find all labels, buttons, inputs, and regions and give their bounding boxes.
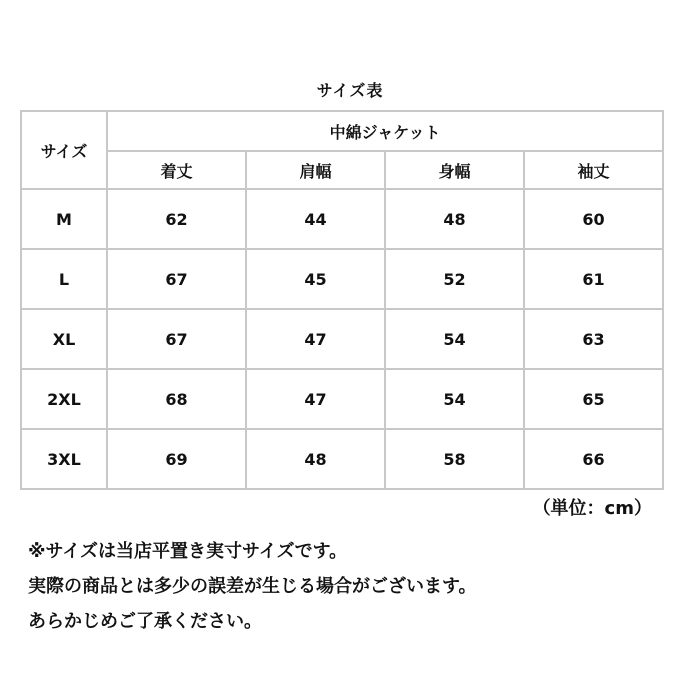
note-line: 実際の商品とは多少の誤差が生じる場合がございます。 xyxy=(28,576,477,597)
size-table xyxy=(20,110,664,490)
table-cell: 69 xyxy=(107,429,246,489)
table-cell: 61 xyxy=(524,249,663,309)
table-row xyxy=(21,369,663,429)
note-line: あらかじめご了承ください。 xyxy=(28,611,262,632)
column-header-shoulder: 肩幅 xyxy=(246,151,385,189)
column-header-sleeve: 袖丈 xyxy=(524,151,663,189)
table-cell: 67 xyxy=(107,309,246,369)
table-cell: 52 xyxy=(385,249,524,309)
table-cell: 48 xyxy=(246,429,385,489)
table-cell: 67 xyxy=(107,249,246,309)
unit-note: （単位：cm） xyxy=(532,498,652,519)
table-row xyxy=(21,189,663,249)
size-label: XL xyxy=(21,309,107,369)
table-cell: 60 xyxy=(524,189,663,249)
table-cell: 48 xyxy=(385,189,524,249)
table-cell: 68 xyxy=(107,369,246,429)
table-cell: 47 xyxy=(246,309,385,369)
size-label: L xyxy=(21,249,107,309)
column-header-length: 着丈 xyxy=(107,151,246,189)
table-row xyxy=(21,309,663,369)
table-cell: 47 xyxy=(246,369,385,429)
table-cell: 54 xyxy=(385,309,524,369)
page-title: サイズ表 xyxy=(316,81,384,100)
product-group-header: 中綿ジャケット xyxy=(107,111,663,151)
table-cell: 45 xyxy=(246,249,385,309)
table-cell: 62 xyxy=(107,189,246,249)
table-cell: 54 xyxy=(385,369,524,429)
size-label: 3XL xyxy=(21,429,107,489)
note-line: ※サイズは当店平置き実寸サイズです。 xyxy=(28,541,348,562)
table-cell: 63 xyxy=(524,309,663,369)
notes xyxy=(28,534,477,639)
table-cell: 44 xyxy=(246,189,385,249)
table-cell: 65 xyxy=(524,369,663,429)
column-header-chest: 身幅 xyxy=(385,151,524,189)
table-cell: 66 xyxy=(524,429,663,489)
table-row xyxy=(21,429,663,489)
size-label: M xyxy=(21,189,107,249)
table-cell: 58 xyxy=(385,429,524,489)
size-column-header: サイズ xyxy=(21,111,107,189)
table-row xyxy=(21,249,663,309)
size-label: 2XL xyxy=(21,369,107,429)
